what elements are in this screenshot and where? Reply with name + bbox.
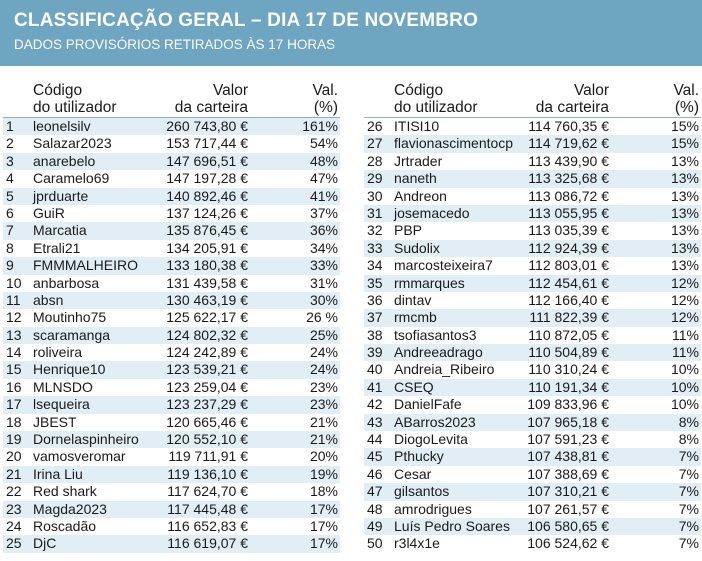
user-code-cell: lsequeira	[33, 396, 90, 413]
rank-cell: 43	[367, 413, 383, 430]
table-row	[3, 483, 340, 500]
table-row	[364, 501, 701, 518]
table-row	[364, 483, 701, 500]
table-row	[3, 205, 340, 222]
table-row	[364, 396, 701, 413]
table-row	[364, 292, 701, 309]
table-row	[364, 222, 701, 239]
portfolio-value-cell: 114 719,62 €	[528, 135, 609, 152]
rank-cell: 11	[6, 291, 21, 308]
portfolio-value-cell: 110 872,05 €	[528, 326, 609, 343]
user-code-cell: anarebelo	[33, 152, 96, 169]
table-row	[3, 379, 340, 396]
rank-cell: 40	[367, 361, 383, 378]
variation-cell: 13%	[670, 187, 699, 204]
portfolio-value-cell: 107 438,81 €	[527, 448, 609, 465]
rank-cell: 27	[367, 135, 383, 152]
portfolio-value-cell: 119 136,10 €	[167, 465, 248, 482]
user-code-cell: Red shark	[33, 483, 97, 500]
user-code-cell: josemacedo	[394, 204, 470, 221]
user-code-cell: absn	[33, 291, 64, 308]
portfolio-value-cell: 260 743,80 €	[166, 118, 248, 134]
variation-cell: 11%	[672, 344, 699, 361]
portfolio-value-cell: 112 454,61 €	[528, 274, 609, 291]
rank-cell: 3	[6, 152, 14, 169]
table-row	[3, 361, 340, 378]
variation-cell: 12%	[670, 291, 699, 308]
portfolio-value-cell: 117 445,48 €	[167, 500, 248, 517]
portfolio-value-cell: 112 924,39 €	[528, 239, 609, 256]
portfolio-value-cell: 107 310,21 €	[527, 483, 609, 500]
portfolio-value-cell: 110 191,34 €	[528, 378, 609, 395]
user-code-cell: Luís Pedro Soares	[394, 517, 510, 534]
rank-cell: 1	[6, 118, 14, 134]
table-row	[364, 466, 701, 483]
table-row	[364, 118, 701, 135]
rank-cell: 21	[6, 465, 22, 482]
portfolio-value-cell: 109 833,96 €	[527, 396, 609, 413]
table-row	[364, 257, 701, 274]
portfolio-value-cell: 133 180,38 €	[166, 257, 248, 274]
table-header	[364, 81, 701, 118]
user-code-cell: rmmarques	[394, 274, 465, 291]
portfolio-value-cell: 116 652,83 €	[167, 517, 248, 534]
rank-cell: 48	[367, 500, 383, 517]
table-row	[364, 344, 701, 361]
portfolio-value-cell: 120 665,46 €	[166, 413, 248, 430]
variation-cell: 30%	[309, 291, 338, 308]
variation-cell: 10%	[670, 361, 699, 378]
user-code-cell: CSEQ	[394, 378, 434, 395]
user-code-cell: vamosveromar	[33, 448, 126, 465]
table-row	[364, 135, 701, 152]
variation-cell: 19%	[309, 465, 338, 482]
table-row	[3, 275, 340, 292]
variation-cell: 11%	[672, 326, 699, 343]
ranking-table-left	[3, 81, 340, 553]
variation-cell: 7%	[678, 500, 699, 517]
user-code-cell: jprduarte	[33, 187, 89, 204]
table-row	[3, 327, 340, 344]
rank-cell: 46	[367, 465, 383, 482]
variation-cell: 34%	[309, 239, 338, 256]
variation-cell: 12%	[670, 309, 699, 326]
user-code-cell: DiogoLevita	[394, 431, 468, 448]
table-row	[3, 257, 340, 274]
portfolio-value-cell: 107 388,69 €	[527, 465, 609, 482]
portfolio-value-cell: 114 760,35 €	[528, 118, 609, 134]
portfolio-value-cell: 113 439,90 €	[528, 152, 609, 169]
user-code-cell: Moutinho75	[33, 309, 107, 326]
user-code-cell: roliveira	[33, 344, 83, 361]
portfolio-value-cell: 107 261,57 €	[527, 500, 609, 517]
variation-cell: 24%	[309, 344, 338, 361]
variation-cell: 20%	[309, 448, 338, 465]
portfolio-value-cell: 111 822,39 €	[529, 309, 609, 326]
variation-cell: 23%	[309, 378, 338, 395]
rank-cell: 19	[6, 431, 22, 448]
user-code-cell: ITISI10	[394, 118, 440, 134]
variation-cell: 33%	[309, 257, 338, 274]
table-row	[3, 188, 340, 205]
user-code-cell: FMMMALHEIRO	[33, 257, 138, 274]
variation-cell: 17%	[309, 535, 338, 552]
user-code-cell: rmcmb	[394, 309, 437, 326]
rank-cell: 28	[367, 152, 383, 169]
page-title: CLASSIFICAÇÃO GERAL – DIA 17 DE NOVEMBRO	[14, 10, 479, 31]
table-body	[3, 118, 340, 553]
table-row	[3, 170, 340, 187]
rank-cell: 36	[367, 291, 383, 308]
variation-cell: 13%	[670, 152, 699, 169]
user-code-cell: DjC	[33, 535, 57, 552]
table-row	[3, 292, 340, 309]
rank-cell: 42	[367, 396, 383, 413]
rank-cell: 31	[367, 204, 383, 221]
variation-cell: 13%	[670, 204, 699, 221]
variation-cell: 21%	[309, 413, 338, 430]
user-code-cell: PBP	[394, 222, 423, 239]
portfolio-value-cell: 131 439,58 €	[166, 274, 248, 291]
table-row	[3, 222, 340, 239]
table-row	[364, 361, 701, 378]
variation-cell: 17%	[309, 500, 338, 517]
rank-cell: 37	[367, 309, 383, 326]
portfolio-value-cell: 106 580,65 €	[527, 517, 609, 534]
variation-cell: 37%	[309, 204, 338, 221]
table-row	[3, 344, 340, 361]
table-row	[364, 414, 701, 431]
user-code-cell: Jrtrader	[394, 152, 443, 169]
portfolio-value-cell: 147 197,28 €	[166, 170, 248, 187]
user-code-cell: GuiR	[33, 204, 65, 221]
user-code-cell: leonelsilv	[33, 118, 91, 134]
user-code-cell: Sudolix	[394, 239, 440, 256]
rank-cell: 41	[367, 378, 383, 395]
portfolio-value-cell: 120 552,10 €	[166, 431, 248, 448]
variation-cell: 31%	[309, 274, 338, 291]
table-row	[364, 379, 701, 396]
variation-cell: 25%	[309, 326, 338, 343]
rank-cell: 7	[6, 222, 14, 239]
rank-cell: 18	[6, 413, 22, 430]
variation-cell: 161%	[302, 118, 338, 134]
user-code-cell: Magda2023	[33, 500, 107, 517]
rank-cell: 50	[367, 535, 383, 552]
page-subtitle: DADOS PROVISÓRIOS RETIRADOS ÀS 17 HORAS	[14, 37, 336, 52]
variation-cell: 7%	[678, 535, 699, 552]
variation-cell: 48%	[309, 152, 338, 169]
portfolio-value-cell: 113 035,39 €	[528, 222, 609, 239]
title-banner	[0, 0, 702, 66]
user-code-cell: MLNSDO	[33, 378, 93, 395]
variation-cell: 15%	[670, 135, 699, 152]
user-code-cell: Henrique10	[33, 361, 106, 378]
portfolio-value-cell: 123 259,04 €	[166, 378, 248, 395]
variation-cell: 17%	[309, 517, 338, 534]
table-row	[364, 240, 701, 257]
user-code-cell: naneth	[394, 170, 437, 187]
portfolio-value-cell: 134 205,91 €	[166, 239, 248, 256]
rank-cell: 45	[367, 448, 383, 465]
user-code-cell: r3l4x1e	[394, 535, 440, 552]
table-body	[364, 118, 701, 553]
user-code-cell: Cesar	[394, 465, 432, 482]
portfolio-value-cell: 110 310,24 €	[528, 361, 609, 378]
rank-cell: 25	[6, 535, 22, 552]
rank-cell: 30	[367, 187, 383, 204]
rank-cell: 35	[367, 274, 383, 291]
user-code-cell: Roscadão	[33, 517, 97, 534]
table-header	[3, 81, 340, 118]
variation-cell: 7%	[678, 465, 699, 482]
table-row	[364, 518, 701, 535]
rank-cell: 26	[367, 118, 383, 134]
variation-cell: 10%	[670, 378, 699, 395]
portfolio-value-cell: 107 591,23 €	[527, 431, 609, 448]
table-row	[3, 396, 340, 413]
rank-cell: 4	[6, 170, 14, 187]
user-code-cell: anbarbosa	[33, 274, 100, 291]
rank-cell: 32	[367, 222, 383, 239]
rank-cell: 14	[6, 344, 22, 361]
user-code-cell: marcosteixeira7	[394, 257, 493, 274]
user-code-cell: Caramelo69	[33, 170, 110, 187]
variation-cell: 26 %	[306, 309, 338, 326]
user-code-cell: dintav	[394, 291, 432, 308]
table-row	[364, 205, 701, 222]
variation-cell: 8%	[678, 431, 699, 448]
portfolio-value-cell: 106 524,62 €	[527, 535, 609, 552]
variation-cell: 7%	[678, 483, 699, 500]
table-row	[364, 535, 701, 552]
portfolio-value-cell: 123 237,29 €	[166, 396, 248, 413]
rank-cell: 33	[367, 239, 383, 256]
user-code-cell: Irina Liu	[33, 465, 83, 482]
rank-cell: 39	[367, 344, 383, 361]
table-row	[364, 309, 701, 326]
header-variation: Val. (%)	[312, 82, 338, 116]
user-code-cell: Andreia_Ribeiro	[394, 361, 495, 378]
rank-cell: 24	[6, 517, 22, 534]
variation-cell: 41%	[309, 187, 338, 204]
portfolio-value-cell: 137 124,26 €	[166, 204, 248, 221]
portfolio-value-cell: 153 717,44 €	[166, 135, 248, 152]
variation-cell: 36%	[309, 222, 338, 239]
rank-cell: 20	[6, 448, 22, 465]
table-row	[3, 448, 340, 465]
variation-cell: 12%	[670, 274, 699, 291]
user-code-cell: Andreon	[394, 187, 447, 204]
table-row	[364, 188, 701, 205]
rank-cell: 34	[367, 257, 383, 274]
table-row	[3, 501, 340, 518]
table-row	[364, 448, 701, 465]
rank-cell: 13	[6, 326, 22, 343]
rank-cell: 22	[6, 483, 22, 500]
rank-cell: 17	[6, 396, 22, 413]
table-row	[364, 170, 701, 187]
table-row	[3, 518, 340, 535]
user-code-cell: Etrali21	[33, 239, 81, 256]
user-code-cell: ABarros2023	[394, 413, 476, 430]
user-code-cell: flavionascimentocp	[394, 135, 514, 152]
variation-cell: 47%	[309, 170, 338, 187]
rank-cell: 10	[6, 274, 22, 291]
portfolio-value-cell: 135 876,45 €	[166, 222, 248, 239]
portfolio-value-cell: 124 802,32 €	[166, 326, 248, 343]
table-row	[364, 153, 701, 170]
table-row	[3, 414, 340, 431]
variation-cell: 13%	[670, 222, 699, 239]
variation-cell: 23%	[309, 396, 338, 413]
user-code-cell: DanielFafe	[394, 396, 462, 413]
rank-cell: 6	[6, 204, 14, 221]
rank-cell: 16	[6, 378, 22, 395]
portfolio-value-cell: 124 242,89 €	[166, 344, 248, 361]
table-row	[3, 535, 340, 552]
user-code-cell: scaramanga	[33, 326, 111, 343]
user-code-cell: tsofiasantos3	[394, 326, 477, 343]
user-code-cell: JBEST	[33, 413, 77, 430]
rank-cell: 47	[367, 483, 383, 500]
portfolio-value-cell: 125 622,17 €	[166, 309, 248, 326]
portfolio-value-cell: 117 624,70 €	[167, 483, 248, 500]
variation-cell: 18%	[309, 483, 338, 500]
portfolio-value-cell: 116 619,07 €	[167, 535, 248, 552]
table-row	[3, 135, 340, 152]
table-row	[364, 431, 701, 448]
rank-cell: 15	[6, 361, 22, 378]
table-row	[364, 327, 701, 344]
ranking-table-right	[364, 81, 701, 553]
table-row	[3, 240, 340, 257]
table-row	[3, 431, 340, 448]
table-row	[364, 275, 701, 292]
table-row	[3, 466, 340, 483]
user-code-cell: amrodrigues	[394, 500, 472, 517]
portfolio-value-cell: 119 711,91 €	[168, 448, 248, 465]
portfolio-value-cell: 110 504,89 €	[528, 344, 609, 361]
table-row	[3, 118, 340, 135]
rank-cell: 38	[367, 326, 383, 343]
variation-cell: 24%	[309, 361, 338, 378]
rank-cell: 9	[6, 257, 14, 274]
portfolio-value-cell: 113 086,72 €	[528, 187, 609, 204]
variation-cell: 10%	[670, 396, 699, 413]
variation-cell: 13%	[670, 257, 699, 274]
user-code-cell: Pthucky	[394, 448, 444, 465]
rank-cell: 49	[367, 517, 383, 534]
portfolio-value-cell: 130 463,19 €	[166, 291, 248, 308]
portfolio-value-cell: 140 892,46 €	[166, 187, 248, 204]
header-variation: Val. (%)	[673, 82, 699, 116]
user-code-cell: Dornelaspinheiro	[33, 431, 139, 448]
header-user-code: Código do utilizador	[33, 82, 117, 116]
table-row	[3, 153, 340, 170]
rank-cell: 2	[6, 135, 14, 152]
user-code-cell: Marcatia	[33, 222, 87, 239]
portfolio-value-cell: 113 055,95 €	[528, 204, 609, 221]
variation-cell: 54%	[309, 135, 338, 152]
user-code-cell: Andreeadrago	[394, 344, 483, 361]
variation-cell: 13%	[670, 239, 699, 256]
user-code-cell: Salazar2023	[33, 135, 112, 152]
portfolio-value-cell: 123 539,21 €	[166, 361, 248, 378]
rank-cell: 8	[6, 239, 14, 256]
header-portfolio-value: Valor da carteira	[535, 82, 609, 116]
portfolio-value-cell: 112 166,40 €	[528, 291, 609, 308]
variation-cell: 21%	[309, 431, 338, 448]
portfolio-value-cell: 107 965,18 €	[527, 413, 609, 430]
rank-cell: 23	[6, 500, 22, 517]
variation-cell: 7%	[678, 517, 699, 534]
portfolio-value-cell: 113 325,68 €	[528, 170, 609, 187]
variation-cell: 15%	[670, 118, 699, 134]
portfolio-value-cell: 112 803,01 €	[528, 257, 609, 274]
rank-cell: 5	[6, 187, 14, 204]
rank-cell: 44	[367, 431, 383, 448]
variation-cell: 13%	[670, 170, 699, 187]
user-code-cell: gilsantos	[394, 483, 450, 500]
variation-cell: 8%	[678, 413, 699, 430]
header-portfolio-value: Valor da carteira	[174, 82, 248, 116]
table-row	[3, 309, 340, 326]
rank-cell: 12	[6, 309, 22, 326]
rank-cell: 29	[367, 170, 383, 187]
header-user-code: Código do utilizador	[394, 82, 478, 116]
variation-cell: 7%	[678, 448, 699, 465]
portfolio-value-cell: 147 696,51 €	[166, 152, 248, 169]
